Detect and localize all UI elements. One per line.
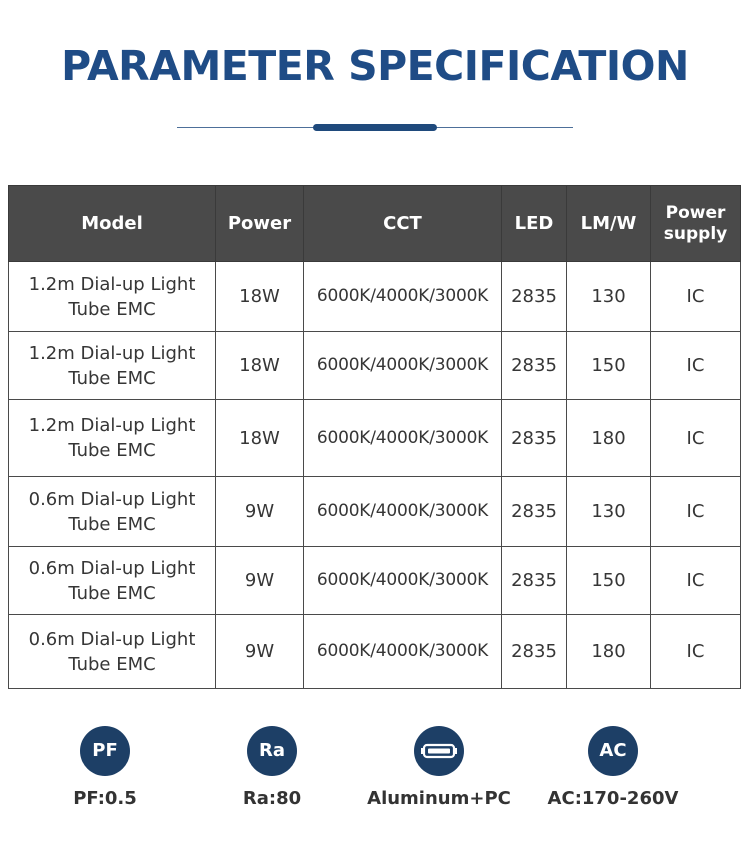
cell-cct: 6000K/4000K/3000K xyxy=(304,332,502,400)
feature-ra xyxy=(177,726,367,809)
cell-model: 1.2m Dial-up Light Tube EMC xyxy=(9,262,216,332)
header-power: Power xyxy=(216,186,304,262)
cell-power: 9W xyxy=(216,547,304,615)
table-row xyxy=(9,262,741,332)
header-model: Model xyxy=(9,186,216,262)
header-led: LED xyxy=(502,186,567,262)
cell-cct: 6000K/4000K/3000K xyxy=(304,477,502,547)
table-row xyxy=(9,547,741,615)
cell-model: 1.2m Dial-up Light Tube EMC xyxy=(9,332,216,400)
ra-badge-icon: Ra xyxy=(247,726,297,776)
cell-lmw: 130 xyxy=(567,477,651,547)
cell-lmw: 180 xyxy=(567,400,651,477)
cell-power: 9W xyxy=(216,477,304,547)
spec-table xyxy=(8,185,741,689)
cell-lmw: 130 xyxy=(567,262,651,332)
ac-badge-icon: AC xyxy=(588,726,638,776)
table-row xyxy=(9,615,741,689)
cell-supply: IC xyxy=(651,615,741,689)
cell-cct: 6000K/4000K/3000K xyxy=(304,547,502,615)
cell-led: 2835 xyxy=(502,547,567,615)
cell-cct: 6000K/4000K/3000K xyxy=(304,615,502,689)
table-row xyxy=(9,400,741,477)
cell-model: 0.6m Dial-up Light Tube EMC xyxy=(9,615,216,689)
feature-label: PF:0.5 xyxy=(73,788,137,809)
feature-label: Aluminum+PC xyxy=(367,788,511,809)
tube-icon xyxy=(414,726,464,776)
cell-model: 1.2m Dial-up Light Tube EMC xyxy=(9,400,216,477)
header-power-supply: Power supply xyxy=(651,186,741,262)
cell-lmw: 150 xyxy=(567,332,651,400)
cell-power: 9W xyxy=(216,615,304,689)
cell-cct: 6000K/4000K/3000K xyxy=(304,262,502,332)
cell-supply: IC xyxy=(651,400,741,477)
header-cct: CCT xyxy=(304,186,502,262)
table-row xyxy=(9,332,741,400)
page-title: PARAMETER SPECIFICATION xyxy=(61,42,689,90)
header-lmw: LM/W xyxy=(567,186,651,262)
cell-led: 2835 xyxy=(502,615,567,689)
cell-led: 2835 xyxy=(502,332,567,400)
pf-badge-icon: PF xyxy=(80,726,130,776)
cell-lmw: 180 xyxy=(567,615,651,689)
cell-lmw: 150 xyxy=(567,547,651,615)
cell-power: 18W xyxy=(216,332,304,400)
cell-power: 18W xyxy=(216,400,304,477)
cell-model: 0.6m Dial-up Light Tube EMC xyxy=(9,477,216,547)
cell-supply: IC xyxy=(651,262,741,332)
cell-supply: IC xyxy=(651,332,741,400)
feature-material xyxy=(344,726,534,809)
cell-supply: IC xyxy=(651,477,741,547)
title-divider-bar xyxy=(313,124,437,131)
cell-led: 2835 xyxy=(502,477,567,547)
feature-label: Ra:80 xyxy=(242,788,302,809)
feature-pf xyxy=(10,726,200,809)
cell-model: 0.6m Dial-up Light Tube EMC xyxy=(9,547,216,615)
cell-cct: 6000K/4000K/3000K xyxy=(304,400,502,477)
cell-led: 2835 xyxy=(502,400,567,477)
table-header-row xyxy=(9,186,741,262)
cell-led: 2835 xyxy=(502,262,567,332)
table-row xyxy=(9,477,741,547)
cell-power: 18W xyxy=(216,262,304,332)
feature-label: AC:170-260V xyxy=(547,788,679,809)
feature-ac xyxy=(518,726,708,809)
cell-supply: IC xyxy=(651,547,741,615)
